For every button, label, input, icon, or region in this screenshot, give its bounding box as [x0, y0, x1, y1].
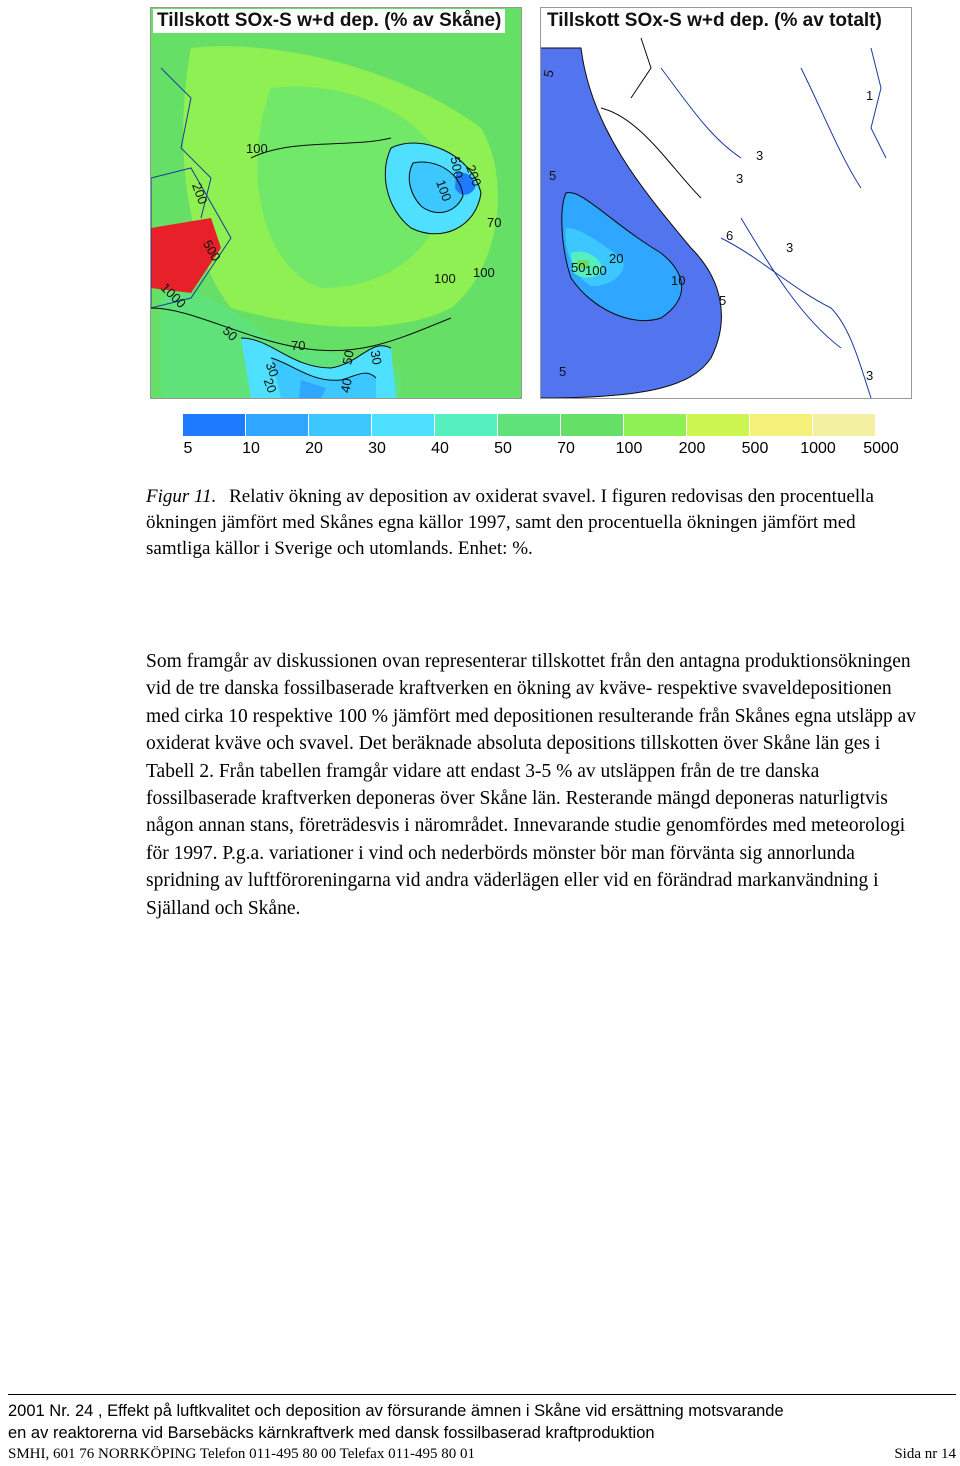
contour-label: 50	[219, 323, 241, 344]
body-text	[146, 648, 926, 922]
contour-label: 70	[291, 338, 306, 353]
contour-label: 30	[367, 349, 385, 366]
contour-label: 100	[473, 265, 495, 280]
map-right-title: Tillskott SOx-S w+d dep. (% av totalt)	[543, 9, 886, 33]
legend-color-bar	[183, 414, 876, 436]
contour-label: 3	[736, 171, 744, 186]
caption-label: Figur 11.	[146, 486, 217, 507]
legend-swatch	[309, 414, 371, 436]
legend-tick-label: 40	[431, 440, 449, 457]
contour-label: 50	[339, 349, 357, 366]
contour-label: 200	[463, 162, 485, 189]
contour-label: 40	[337, 377, 355, 394]
legend-tick-label: 500	[741, 440, 769, 457]
map-left-labels	[151, 8, 521, 398]
legend-swatch	[750, 414, 812, 436]
legend-tick-label: 70	[557, 440, 575, 457]
contour-label: 6	[726, 228, 734, 243]
legend-swatch	[624, 414, 686, 436]
legend-tick-label: 100	[615, 440, 643, 457]
footer-address: SMHI, 601 76 NORRKÖPING Telefon 011-495 80 00 Telefax 011-495 80 01	[8, 1446, 476, 1462]
contour-label: 1	[866, 88, 874, 103]
body-paragraph: Som framgår av diskussionen ovan representerar tillskottet från den antagna produktionsökningen vid de tre danska fossilbaserade kraftverken en ökning av kväve- respektive svaveldepositionen med cirka 10 respektive 100 % jämfört med depositionen resulterande från Skånes egna utsläpp av oxiderat kväve och svavel. Det beräknade absoluta depositions tillskotten över Skåne län ges i Tabell 2. Från tabellen framgår vidare att endast 3-5 % av utsläppen från de tre danska fossilbaserade kraftverken deponeras över Skåne län. Resterande mängd deponeras naturligtvis någon annan stans, företrädesvis i närområdet. Innevarande studie genomfördes med meteorologi för 1997. P.g.a. variationer i vind och nederbörds mönster bör man förvänta sig annorlunda spridning av luftföroreningarna vid andra väderlägen eller vid en förändrad markanvändning i Själland och Skåne.	[146, 651, 917, 919]
footer-divider	[8, 1394, 956, 1395]
contour-label: 3	[786, 240, 794, 255]
map-left-skane-percent	[150, 7, 522, 399]
contour-label: 5	[540, 68, 557, 79]
map-right-total-percent	[540, 7, 912, 399]
contour-label: 20	[609, 251, 624, 266]
legend-tick-label: 10	[242, 440, 260, 457]
contour-label: 10	[671, 273, 686, 288]
footer-address-row	[8, 1446, 956, 1463]
caption-text: Relativ ökning av deposition av oxiderat svavel. I figuren redovisas den procentuella ökningen jämfört med Skånes egna källor 1997, samt den procentuella ökningen jämfört med samtliga källor i Sverige och utomlands. Enhet: %.	[146, 486, 874, 559]
legend-swatch	[246, 414, 308, 436]
legend-swatch	[435, 414, 497, 436]
contour-label: 20	[260, 376, 280, 395]
legend-tick-label: 5000	[863, 440, 899, 457]
contour-label: 500	[447, 155, 467, 180]
legend-tick-label: 20	[305, 440, 323, 457]
contour-label: 5	[559, 364, 567, 379]
contour-label: 5	[719, 293, 727, 308]
legend-tick-label: 50	[494, 440, 512, 457]
contour-label: 100	[246, 141, 268, 156]
footer-series-title: 2001 Nr. 24 , Effekt på luftkvalitet och deposition av försurande ämnen i Skåne vid ersättning motsvarande	[8, 1402, 784, 1420]
contour-label: 5	[549, 168, 557, 183]
contour-label: 1000	[157, 279, 189, 312]
legend-tick-label: 5	[183, 440, 193, 457]
legend-tick-label: 1000	[800, 440, 836, 457]
legend-tick-label: 30	[368, 440, 386, 457]
legend-swatch	[498, 414, 560, 436]
figure-caption	[146, 484, 916, 562]
contour-label: 100	[585, 263, 607, 278]
legend-tick-label: 200	[678, 440, 706, 457]
contour-label: 70	[487, 215, 502, 230]
footer-page-number: Sida nr 14	[894, 1446, 956, 1462]
contour-label: 500	[199, 237, 224, 264]
footer-series-subtitle: en av reaktorerna vid Barsebäcks kärnkraftverk med dansk fossilbaserad kraftproduktion	[8, 1424, 655, 1442]
map-left-title: Tillskott SOx-S w+d dep. (% av Skåne)	[153, 9, 505, 33]
legend-swatch	[372, 414, 434, 436]
contour-label: 3	[756, 148, 764, 163]
contour-label: 30	[262, 360, 282, 379]
legend-swatch	[561, 414, 623, 436]
contour-label: 100	[433, 177, 455, 204]
legend-swatch	[687, 414, 749, 436]
legend-swatch	[183, 414, 245, 436]
legend-labels	[150, 440, 930, 460]
map-right-labels	[541, 8, 911, 398]
contour-label: 200	[189, 180, 211, 207]
contour-label: 100	[434, 271, 456, 286]
contour-label: 3	[866, 368, 874, 383]
contour-label: 50	[571, 260, 586, 275]
legend-swatch	[813, 414, 875, 436]
